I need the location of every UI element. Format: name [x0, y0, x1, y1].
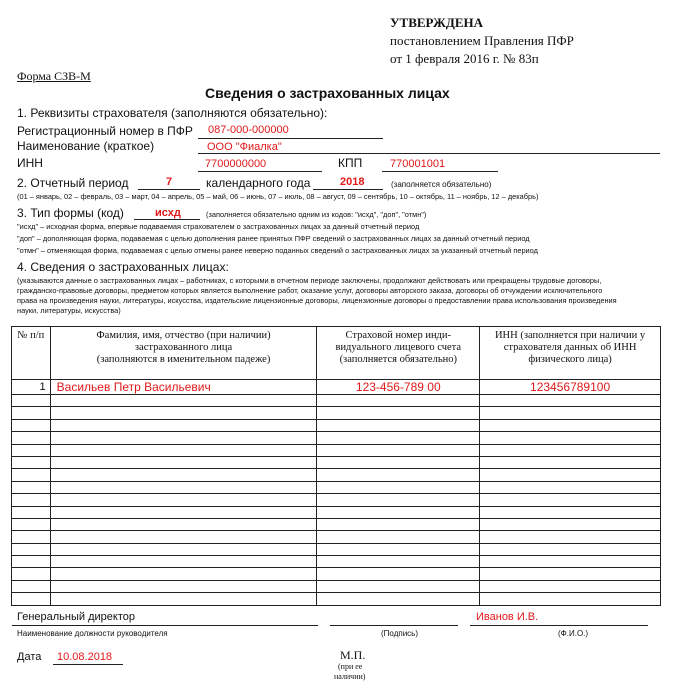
document-title: Сведения о застрахованных лицах [205, 85, 450, 101]
org-name-value: ООО "Фиалка" [207, 141, 282, 153]
form-type-desc-2: "доп" – дополняющая форма, подаваемая с целью дополнения ранее принятых ПФР сведений о застрахованных лицах за данный отчетный период [17, 234, 530, 243]
table-row-empty [12, 432, 661, 444]
header-inn-line-3: физического лица) [528, 354, 612, 365]
table-row-empty [12, 506, 661, 518]
stamp-note-2: наличии) [334, 672, 366, 681]
table-row-empty [12, 531, 661, 543]
section4-heading: 4. Сведения о застрахованных лицах: [17, 260, 229, 274]
reg-number-value: 087-000-000000 [208, 124, 289, 136]
table-row-empty [12, 481, 661, 493]
kpp-label: КПП [338, 156, 363, 170]
form-type-underline [134, 219, 200, 220]
date-underline [53, 664, 123, 665]
signature-caption: (Подпись) [381, 629, 418, 638]
header-person-inn [480, 327, 661, 380]
section4-note-4: науки, литературы, искусства) [17, 306, 121, 315]
section4-note-3: права на произведения науки, литературы, искусства, издательские лицензионные договоры, лицензионные договоры о предоставлении права использования произведения [17, 296, 617, 305]
row-fullname: Васильев Петр Васильевич [56, 380, 211, 394]
period-value: 7 [166, 176, 173, 188]
date-value: 10.08.2018 [57, 651, 113, 663]
stamp-label: М.П. [340, 648, 366, 662]
table-row-empty [12, 568, 661, 580]
row-snils: 123-456-789 00 [355, 380, 441, 394]
position-caption: Наименование должности руководителя [17, 629, 168, 638]
org-name-underline [198, 153, 660, 154]
months-legend: (01 – январь, 02 – февраль, 03 – март, 04 – апрель, 05 – май, 06 – июнь, 07 – июль, 08 – август, 09 – сентябрь, 10 – октябрь, 11 – ноябрь, 12 – декабрь) [17, 192, 539, 201]
form-type-desc-1: "исхд" – исходная форма, впервые подаваемая страхователем о застрахованных лицах за данный отчетный период [17, 222, 420, 231]
header-fullname-line-1: Фамилия, имя, отчество (при наличии) [96, 330, 271, 341]
approval-line-1: постановлением Правления ПФР [390, 33, 574, 48]
header-inn-line-1: ИНН (заполняется при наличии у [494, 330, 646, 341]
header-inn-line-2: страхователя данных об ИНН [503, 342, 637, 353]
section1-heading: 1. Реквизиты страхователя (заполняются обязательно): [17, 106, 328, 120]
form-type-label: 3. Тип формы (код) [17, 206, 124, 220]
org-name-label: Наименование (краткое) [17, 139, 155, 153]
reg-number-underline [198, 138, 383, 139]
kpp-value: 770001001 [390, 158, 446, 170]
section4-note-2: гражданско-правовые договоры, предметом которых является выполнение работ, оказание услуг, договоры авторского заказа, договоры об отчуждении исключительного [17, 286, 603, 295]
header-snils [317, 327, 480, 380]
table-row-empty [12, 494, 661, 506]
period-note: (заполняется обязательно) [391, 180, 492, 189]
table-row-empty [12, 456, 661, 468]
form-type-note: (заполняется обязательно одним из кодов: "исхд", "доп", "отмн") [206, 210, 427, 219]
approval-line-2: от 1 февраля 2016 г. № 83п [390, 51, 539, 66]
header-number-text: № п/п [17, 330, 45, 341]
stamp-note-1: (при ее [338, 662, 363, 671]
header-fullname [50, 327, 317, 380]
table-row-empty [12, 556, 661, 568]
table-row-empty [12, 469, 661, 481]
form-type-desc-3: "отмн" – отменяющая форма, подаваемая с целью отмены ранее неверно поданных сведений о застрахованных лицах за указанный отчетный период [17, 246, 538, 255]
director-fio: Иванов И.В. [476, 611, 539, 623]
period-label: 2. Отчетный период [17, 176, 129, 190]
fio-caption: (Ф.И.О.) [558, 629, 589, 638]
table-header-row [12, 327, 661, 380]
row-number: 1 [12, 380, 51, 395]
table-row-empty [12, 395, 661, 407]
table-row-empty [12, 593, 661, 605]
row-person-inn: 123456789100 [530, 380, 611, 394]
table-row [12, 380, 661, 395]
header-snils-line-1: Страховой номер инди- [345, 330, 452, 341]
date-label: Дата [17, 651, 42, 663]
table-row-empty [12, 444, 661, 456]
year-underline [313, 189, 383, 190]
table-row-empty [12, 518, 661, 530]
year-value: 2018 [340, 176, 365, 188]
header-snils-line-2: видуального лицевого счета [335, 342, 462, 353]
table-row-empty [12, 543, 661, 555]
inn-value: 7700000000 [205, 158, 267, 170]
header-fullname-line-3: (заполняются в именительном падеже) [96, 354, 271, 365]
position-underline [12, 625, 318, 626]
year-label: календарного года [206, 176, 311, 190]
form-name: Форма СЗВ-М [17, 69, 91, 83]
inn-underline [198, 171, 322, 172]
reg-number-label: Регистрационный номер в ПФР [17, 124, 193, 138]
header-fullname-line-2: застрахованного лица [134, 342, 233, 353]
period-underline [138, 189, 200, 190]
kpp-underline [382, 171, 498, 172]
insured-persons-table [11, 326, 661, 606]
table-row-empty [12, 407, 661, 419]
section4-note-1: (указываются данные о застрахованных лицах – работниках, с которыми в отчетном периоде заключены, продолжают действовать или прекращены трудовые договоры, [17, 276, 602, 285]
table-row-empty [12, 419, 661, 431]
approval-title: УТВЕРЖДЕНА [390, 15, 484, 30]
form-type-value: исхд [155, 207, 181, 219]
director-position: Генеральный директор [17, 611, 135, 623]
fio-underline [470, 625, 648, 626]
header-number [12, 327, 51, 380]
inn-label: ИНН [17, 156, 43, 170]
signature-underline [330, 625, 458, 626]
header-snils-line-3: (заполняется обязательно) [339, 354, 457, 365]
table-row-empty [12, 580, 661, 592]
